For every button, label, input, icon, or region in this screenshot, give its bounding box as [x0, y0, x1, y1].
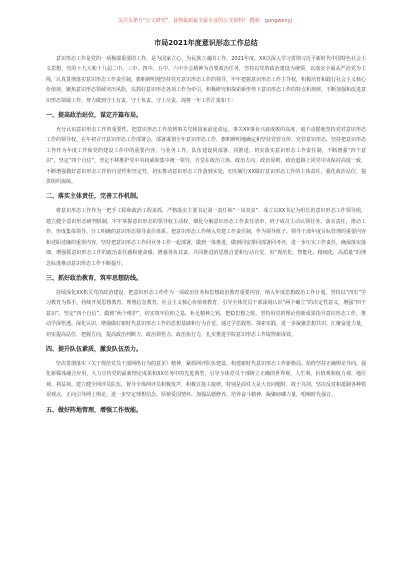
section-heading-1: 一、提高政治站位，谋定开篇布局。 [46, 112, 143, 120]
section-heading-3: 三、抓好政治教育，筑牢思想防线。 [46, 274, 143, 282]
section-heading-2: 二、落实主体责任，完善工作机制。 [46, 193, 143, 201]
document-title: 市局2021年度意识形态工作总结 [154, 39, 258, 47]
intro-paragraph: 意识形态工作是党的一项极端重要的工作，是为国家立心、为民族立魂的工作。2021年度，XX以深入学习贯彻习近平新时代中国特色社会主义思想，党的十九大和十九届二中、三中、四中、五中、六中全会精神为首要政治任务，坚持以党的政治建设为统领，以落实全面从严治党为主线，认真贯彻落实意识形态工作责任制，旗帜鲜明地坚持党对意识形态工作的领导，牢牢把握意识形态工作主导权，积极培育和践行社会主义核心价值观，聚焦意识形态领域突出风险，以抓好意识形态各项工作为牵引，积极研究和探索新形势下意识形态工作的特点和规律，不断加强和改进意识形态领域工作，努力做到守土有责、守土负责、守土尽责。现将一年工作汇报如下： [46, 56, 367, 104]
section-heading-4: 四、提升队伍素质，激发队伍活力。 [46, 345, 143, 353]
section-heading-5: 五、做好阵地管理，增强工作效能。 [46, 406, 143, 414]
document-page [46, 38, 366, 420]
section-1-paragraph: 充分认识意识形态工作的重要性，把意识形态工作放到事关党和国家前途命运、事关XX事业兴衰成败的高度，毫不动摇地坚持党对意识形态工作的领导权。在年初召开意识形态工作部署会，部署谋划全年意识形态工作，旗帜鲜明地确定和坚持党管宣传、党管意识形态，坚持把意识形态工作作为年度工作和党的建设工作中的重要内容，与业务工作、队伍建设同部署、同推进。切实落实意识形态工作责任制，不断增强“四个意识”、坚定“四个自信”，坚定不移维护党中央权威和集中统一领导，自觉在政治立场、政治方向、政治原则、政治道路上同党中央保持高度一致，不断增强做好意识形态工作的自觉性和坚定性，切实推动意识形态工作落到实处，切实履行XX做好意识形态工作的主体责任，强化政治站位，提供组织保障。 [46, 127, 367, 186]
section-4-paragraph: 坚决贯彻落实《关于规范党员干部网络行为的意见》精神，紧抓网评队伍建设、构建新时代意识形态工作新格局。始终坚持正确舆论导向，强化新媒体融合应用，大力宣传党的最新理论成果和XX任务中的先进典型，引导全体党员干部树立正确的世界观、人生观、价值观和权力观、地位观、利益观。建立健全网评员队伍，督导全体网评员积极发声，积极宣扬主旋律，特别是面对大是大非问题时，敢于亮剑，坚决反对和抵制各种错误观点，正向引导网上舆论，进一步坚定理想信念、厚植爱国情怀、加强品德修养、培养奋斗精神，凝聚磅礴力量、唱响时代强音。 [46, 360, 367, 399]
promo-banner: 关注头条号“公文研究”，获得最新最全最专业的公文资料！ 搜索：gongwenyj [117, 18, 293, 24]
section-3-paragraph: 持续深化XX机关党的政治建设，把意识形态工作作为一项政治任务和思想政治教育重要内容，纳入年度思想政治工作计划。坚持以“四史”学习教育为抓手，持续开展思想教育。理想信念教育、社会主义核心价值观教育，引导全体党员干部深刻认识“两个确立”的决定性意义，增强“四个意识”、坚定“四个自信”、做到“两个维护”，切实筑牢信仰之基、补足精神之钙、把稳思想之舵。坚持用党的理论创新成果指导意识形态工作，推动学深悟透、深化认识，增强做好新时代意识形态工作的思想基础和行为自觉。通过学思践悟、探索实践，进一步凝聚思想共识、汇聚奋进力量，切实提高站位、把握方向，提高政治判断力、政治领悟力、政治执行力，扎实推进学院意识形态工作取得新成效。 [46, 289, 367, 338]
section-2-paragraph: 将意识形态工作作为一把手工程和政治工程来抓，严格落实主要书记第一责任和“一岗双责”，成立以XX书记为组长的意识形态工作领导组，建立健全意识形态研判机制，牢牢掌握意识形态的领导权主动权，细化分解意识形态工作责任清单，班子成员主动认领任务、落实责任，推动工作、形成集体领导、分工明确的意识形态领导责任体系。把意识形态工作纳入党建工作责任制，作为领导班子、领导干部年度目标管理的重要内容和述职述廉的重要内容。坚持把意识形态工作同业务工作一起部署，做到一体推进，做到同安排同部署同考评，进一步压实工作责任，确保落实落细，增强抓意识形态工作的政治责任感和使命感，增强各负其责、共同推进的思想自觉和行动自觉，用“规范化、智能化、精细化、高质量”的理念标准推动意识形态工作不断提升。 [46, 208, 367, 267]
